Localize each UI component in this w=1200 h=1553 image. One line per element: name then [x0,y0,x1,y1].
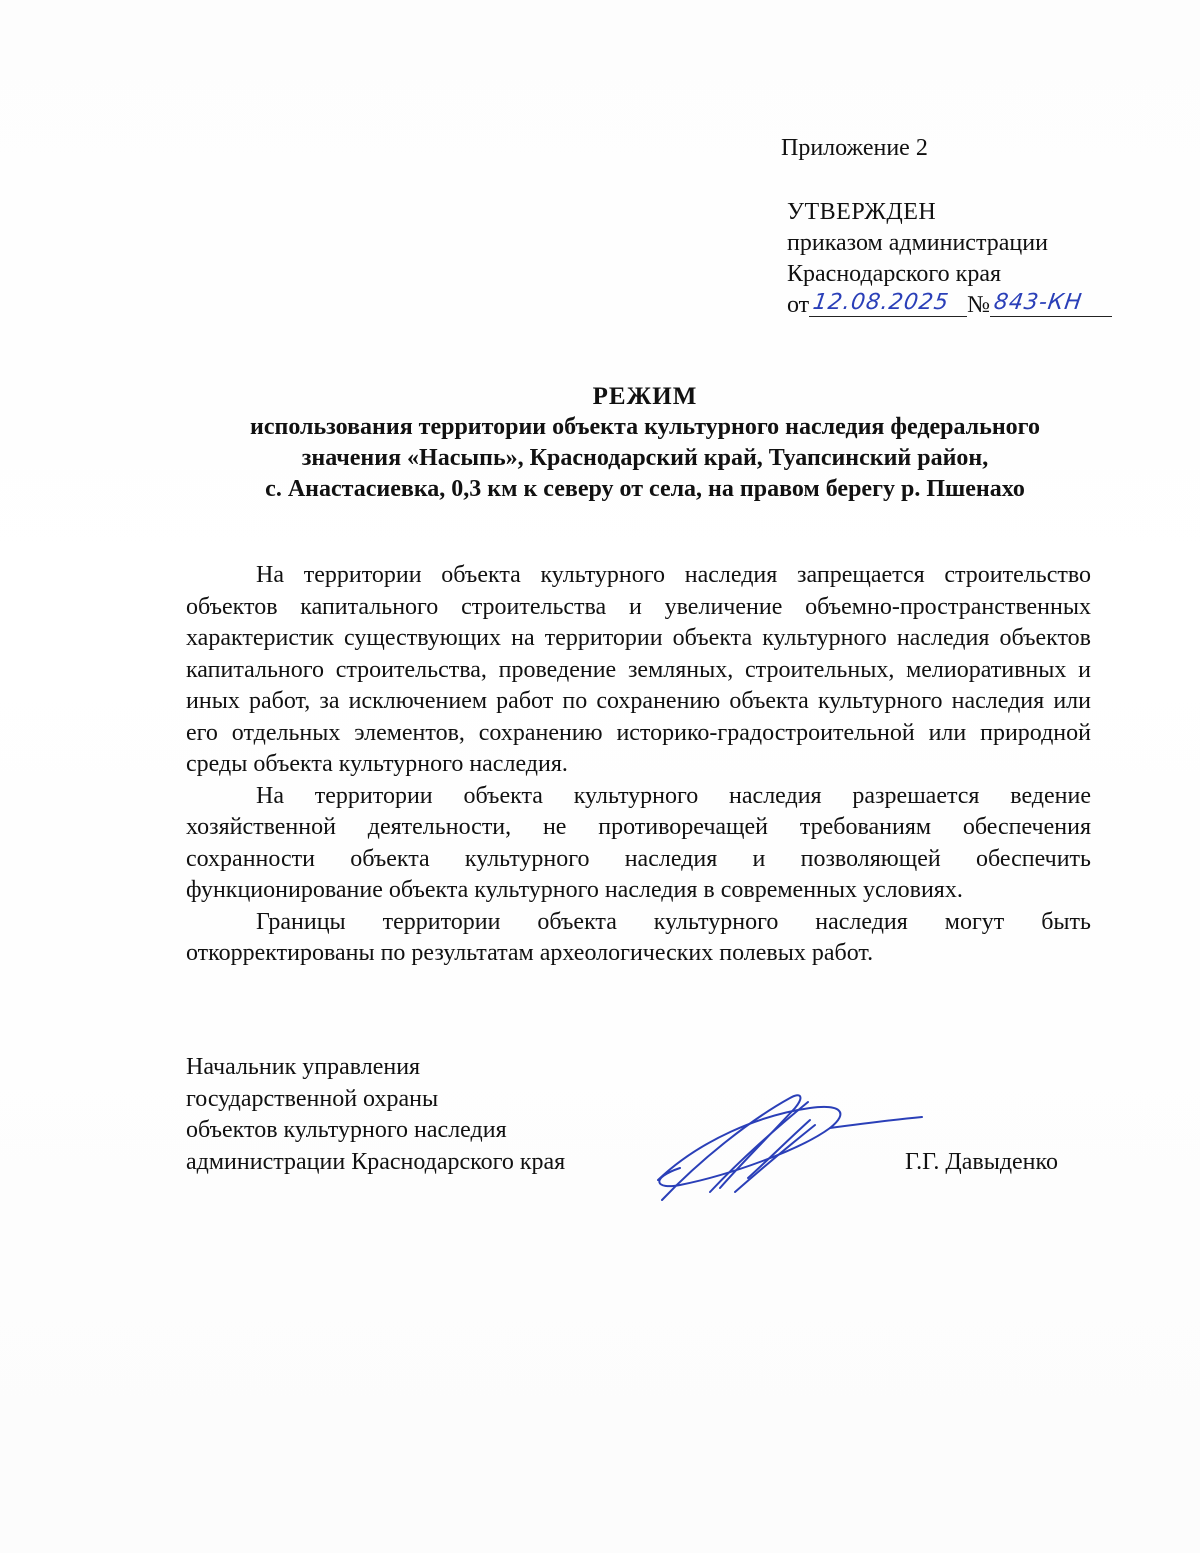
order-number-field [990,290,1112,317]
handwritten-signature [640,1080,930,1210]
document-subtitle-line-1: использования территории объекта культурного наследия федерального [250,414,1040,440]
signer-position-line-4: администрации Краснодарского края [186,1148,566,1175]
order-date-handwritten: 12.08.2025 [811,290,951,315]
approved-by-line-1: приказом администрации [787,230,1048,256]
signer-position-line-2: государственной охраны [186,1085,439,1112]
body-paragraph: На территории объекта культурного наследия запрещается строительство объектов капитального строительства и увеличение объемно-пространственных характеристик существующих на территории объекта культурного наследия объектов капитального строительства, проведение земляных, строительных, мелиоративных и иных работ, за исключением работ по сохранению объекта культурного наследия или его отдельных элементов, сохранению историко-градостроительной или природной среды объекта культурного наследия. [186,562,1091,777]
body-paragraph: Границы территории объекта культурного наследия могут быть откорректированы по результатам археологических полевых работ. [186,908,1091,966]
signer-name: Г.Г. Давыденко [905,1149,1058,1175]
document-subtitle-line-2: значения «Насыпь», Краснодарский край, Туапсинский район, [301,445,989,471]
approved-by-line-2: Краснодарского края [787,261,1002,287]
document-body [186,560,1091,970]
signer-position-line-3: объектов культурного наследия [186,1117,507,1143]
body-paragraph: На территории объекта культурного наследия разрешается ведение хозяйственной деятельности, не противоречащей требованиям обеспечения сохранности объекта культурного наследия и позволяющей обеспечить функционирование объекта культурного наследия в современных условиях. [186,782,1091,903]
order-number-prefix: № [967,292,991,318]
document-subtitle-line-3: с. Анастасиевка, 0,3 км к северу от села, на правом берегу р. Пшенахо [265,476,1025,502]
order-date-prefix: от [787,292,810,318]
approval-block [787,197,1112,321]
order-number-handwritten: 843-КН [992,290,1084,315]
order-date-field [809,290,967,317]
order-line [787,290,1112,321]
document-title-block [150,382,1140,505]
appendix-label: Приложение 2 [781,135,928,161]
document-heading: РЕЖИМ [592,383,698,410]
signer-position-line-1: Начальник управления [186,1054,421,1080]
signer-position [186,1052,565,1178]
approved-label: УТВЕРЖДЕН [787,199,937,225]
